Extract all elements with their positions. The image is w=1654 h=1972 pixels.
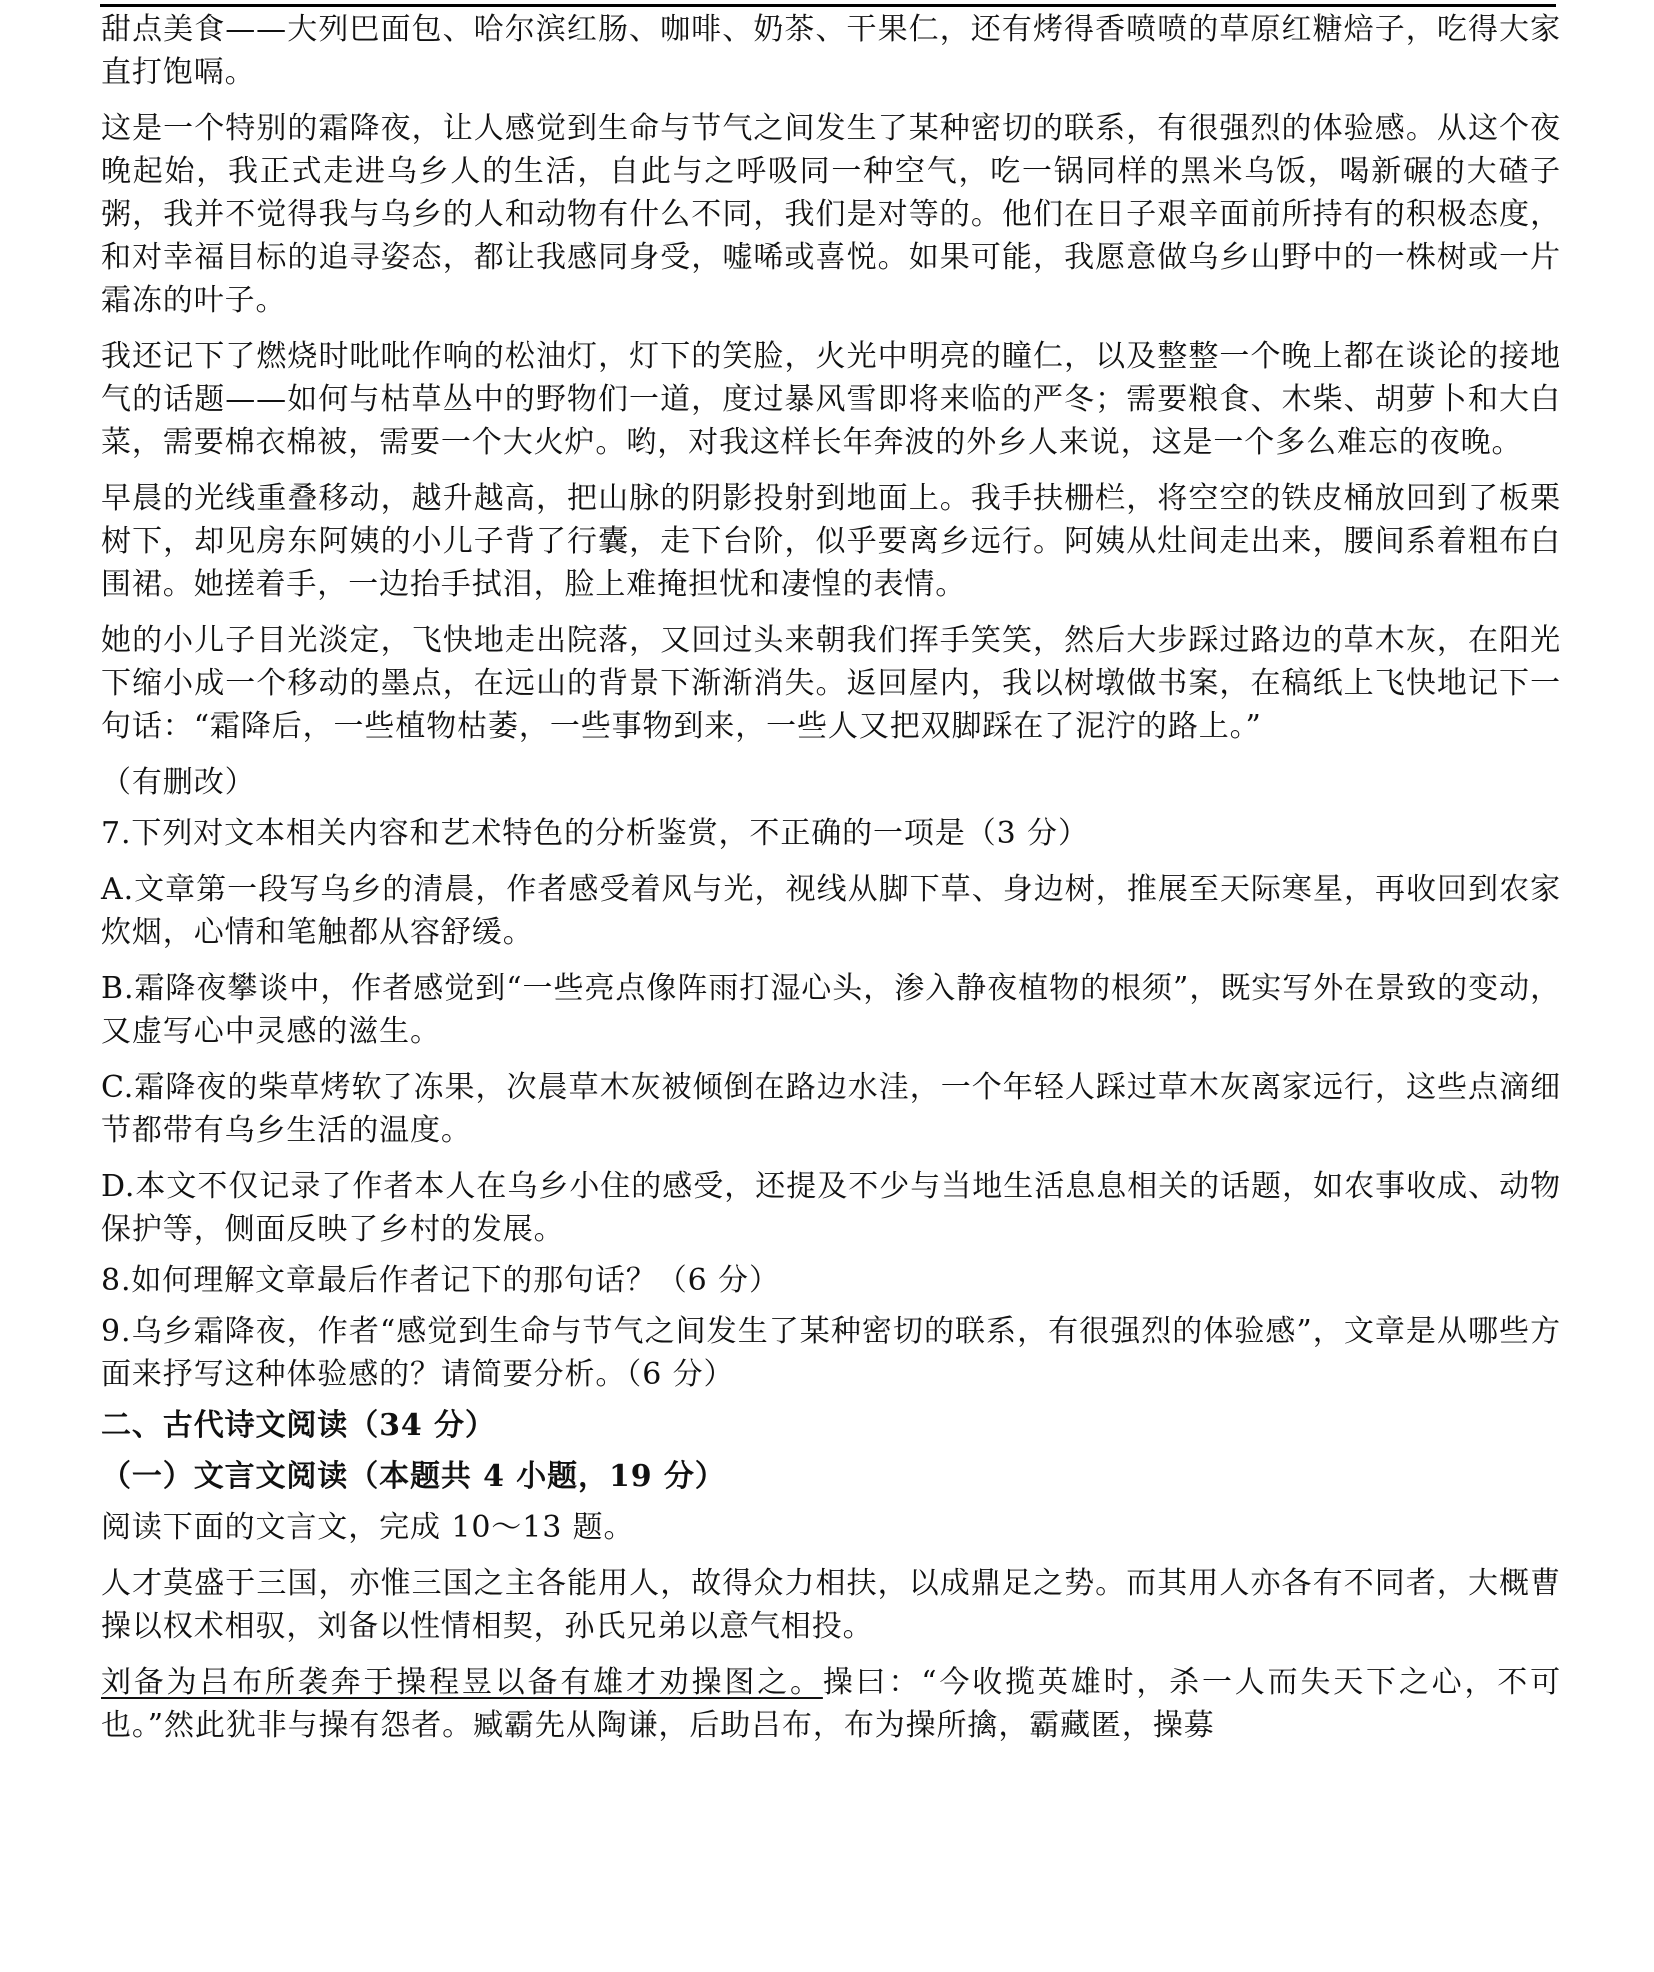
page-content [101,8,1561,1747]
question-7-option-b: B.霜降夜攀谈中，作者感觉到“一些亮点像阵雨打湿心头，渗入静夜植物的根须”，既实写外在景致的变动，又虚写心中灵感的滋生。 [101,971,1561,1049]
passage-paragraph-4: 她的小儿子目光淡定，飞快地走出院落，又回过头来朝我们挥手笑笑，然后大步踩过路边的草木灰，在阳光下缩小成一个移动的墨点，在远山的背景下渐渐消失。返回屋内，我以树墩做书案，在稿纸上飞快地记下一句话：“霜降后，一些植物枯萎，一些事物到来，一些人又把双脚踩在了泥泞的路上。” [101,623,1561,744]
reading-instruction: 阅读下面的文言文，完成 10～13 题。 [101,1510,635,1545]
question-7-option-a: A.文章第一段写乌乡的清晨，作者感受着风与光，视线从脚下草、身边树，推展至天际寒星，再收回到农家炊烟，心情和笔触都从容舒缓。 [101,872,1561,950]
passage-paragraph-3: 早晨的光线重叠移动，越升越高，把山脉的阴影投射到地面上。我手扶栅栏，将空空的铁皮桶放回到了板栗树下，却见房东阿姨的小儿子背了行囊，走下台阶，似乎要离乡远行。阿姨从灶间走出来，腰间系着粗布白围裙。她搓着手，一边抬手拭泪，脸上难掩担忧和凄惶的表情。 [101,481,1561,602]
question-9: 9.乌乡霜降夜，作者“感觉到生命与节气之间发生了某种密切的联系，有很强烈的体验感”，文章是从哪些方面来抒写这种体验感的？请简要分析。（6 分） [101,1314,1561,1392]
classical-paragraph-1: 人才莫盛于三国，亦惟三国之主各能用人，故得众力相扶，以成鼎足之势。而其用人亦各有不同者，大概曹操以权术相驭，刘备以性情相契，孙氏兄弟以意气相投。 [101,1566,1561,1644]
classical-paragraph-2 [101,1661,1561,1747]
section-title: 二、古代诗文阅读（34 分） [101,1408,496,1443]
top-rule [100,4,1556,7]
section-subtitle: （一）文言文阅读（本题共 4 小题，19 分） [101,1459,726,1494]
passage-paragraph-2: 我还记下了燃烧时吡吡作响的松油灯，灯下的笑脸，火光中明亮的瞳仁，以及整整一个晚上都在谈论的接地气的话题——如何与枯草丛中的野物们一道，度过暴风雪即将来临的严冬；需要粮食、木柴、胡萝卜和大白菜，需要棉衣棉被，需要一个大火炉。哟，对我这样长年奔波的外乡人来说，这是一个多么难忘的夜晚。 [101,339,1561,460]
classical-paragraph-2-rest: 操曰：“今收揽英雄时，杀一人而失天下之心，不可也。”然此犹非与操有怨者。臧霸先从陶谦，后助吕布，布为操所擒，霸藏匿，操募 [101,1665,1561,1743]
question-7-option-c: C.霜降夜的柴草烤软了冻果，次晨草木灰被倾倒在路边水洼，一个年轻人踩过草木灰离家远行，这些点滴细节都带有乌乡生活的温度。 [101,1070,1561,1148]
source-note: （有删改） [101,765,256,800]
passage-paragraph-0: 甜点美食——大列巴面包、哈尔滨红肠、咖啡、奶茶、干果仁，还有烤得香喷喷的草原红糖焙子，吃得大家直打饱嗝。 [101,12,1561,90]
underlined-sentence: 刘备为吕布所袭奔于操程昱以备有雄才劝操图之。 [101,1665,823,1700]
question-7: 7.下列对文本相关内容和艺术特色的分析鉴赏，不正确的一项是（3 分） [101,816,1089,851]
passage-paragraph-1: 这是一个特别的霜降夜，让人感觉到生命与节气之间发生了某种密切的联系，有很强烈的体验感。从这个夜晚起始，我正式走进乌乡人的生活，自此与之呼吸同一种空气，吃一锅同样的黑米乌饭，喝新碾的大碴子粥，我并不觉得我与乌乡的人和动物有什么不同，我们是对等的。他们在日子艰辛面前所持有的积极态度，和对幸福目标的追寻姿态，都让我感同身受，嘘唏或喜悦。如果可能，我愿意做乌乡山野中的一株树或一片霜冻的叶子。 [101,111,1561,318]
question-7-option-d: D.本文不仅记录了作者本人在乌乡小住的感受，还提及不少与当地生活息息相关的话题，如农事收成、动物保护等，侧面反映了乡村的发展。 [101,1169,1561,1247]
question-8: 8.如何理解文章最后作者记下的那句话？（6 分） [101,1263,780,1298]
